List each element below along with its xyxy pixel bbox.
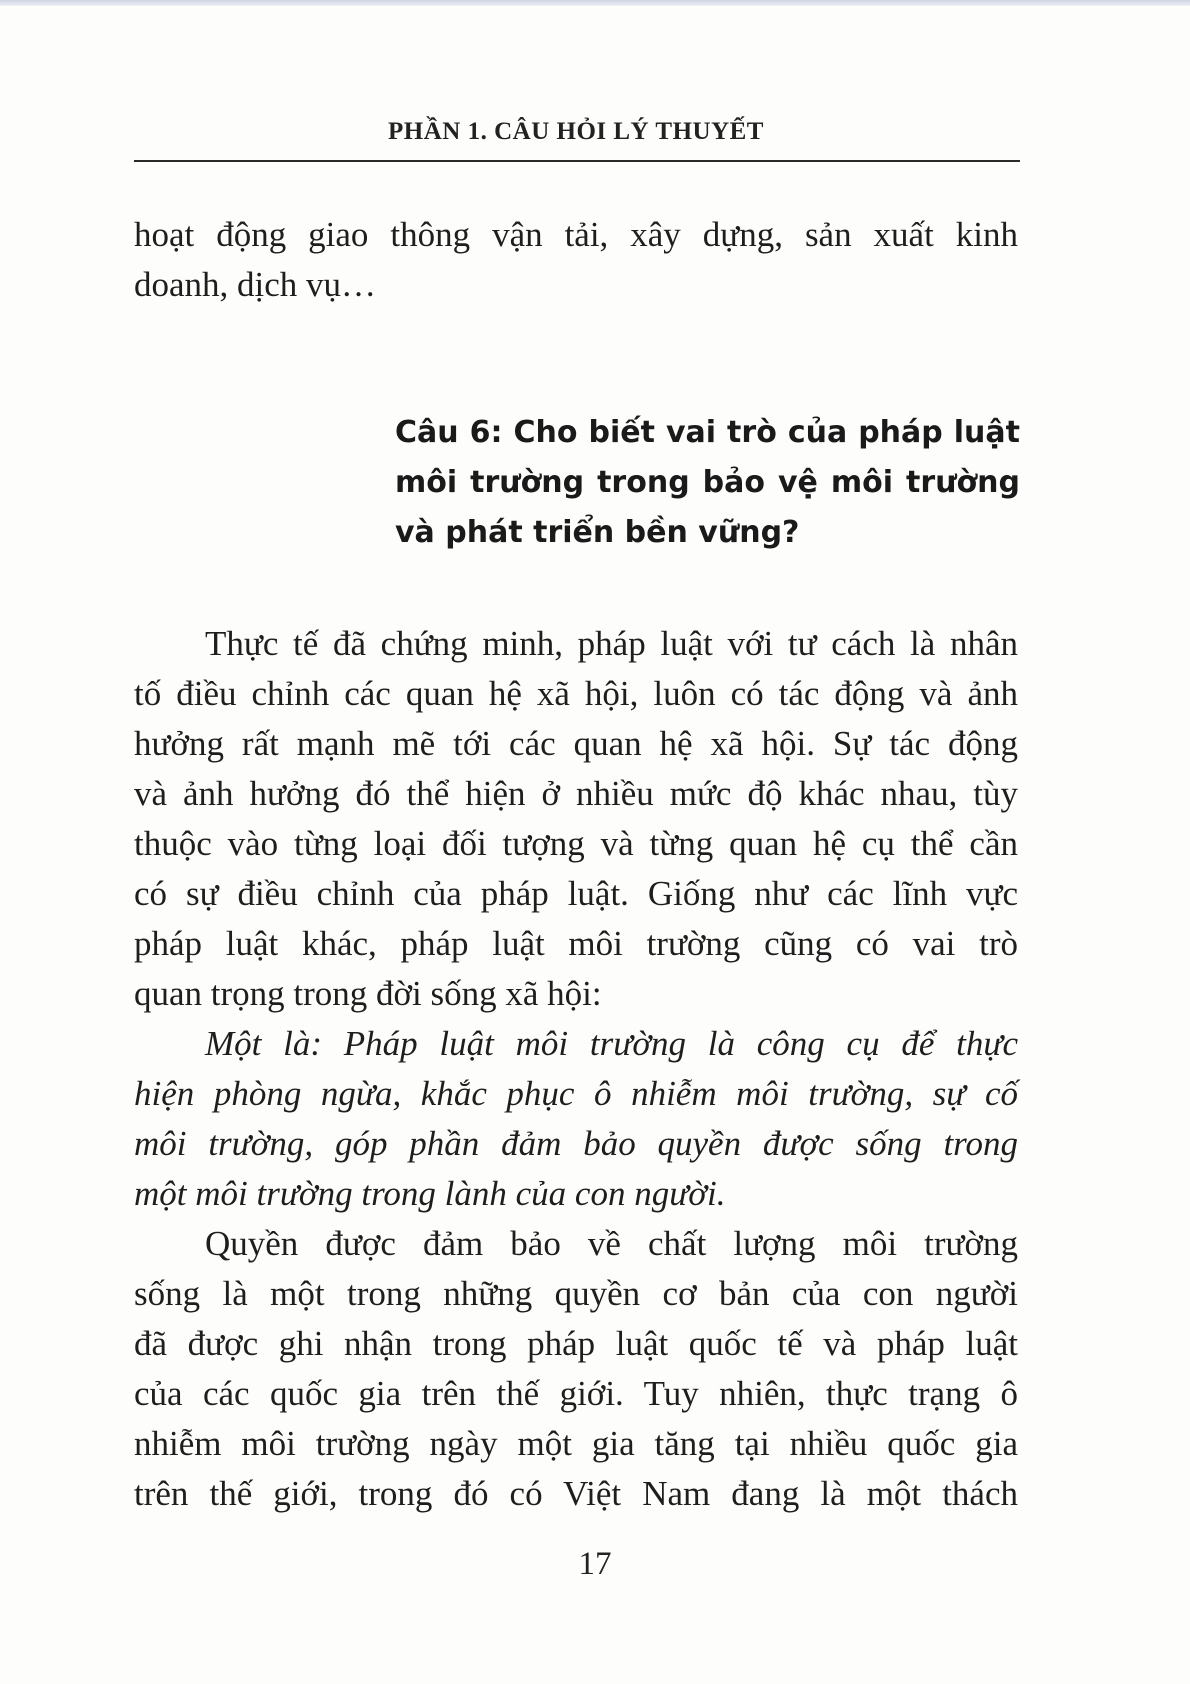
text-line: thuộc vào từng loại đối tượng và từng quan hệ cụ thể cần xyxy=(134,824,1018,863)
text-line: doanh, dịch vụ… xyxy=(134,265,377,304)
intro-paragraph xyxy=(134,210,1018,310)
text-line: đã được ghi nhận trong pháp luật quốc tế và pháp luật xyxy=(134,1324,1018,1363)
question-heading xyxy=(395,408,1020,558)
text-line: Quyền được đảm bảo về chất lượng môi trường xyxy=(205,1224,1018,1263)
text-line: pháp luật khác, pháp luật môi trường cũng có vai trò xyxy=(134,924,1018,963)
question-line: và phát triển bền vững? xyxy=(395,515,800,550)
question-line: môi trường trong bảo vệ môi trường xyxy=(395,465,1020,500)
text-line: sống là một trong những quyền cơ bản của con người xyxy=(134,1274,1018,1313)
italic-line: Một là: Pháp luật môi trường là công cụ để thực xyxy=(205,1024,1018,1063)
text-line: có sự điều chỉnh của pháp luật. Giống như các lĩnh vực xyxy=(134,874,1018,913)
text-line: trên thế giới, trong đó có Việt Nam đang là một thách xyxy=(134,1474,1018,1513)
question-line: Câu 6: Cho biết vai trò của pháp luật xyxy=(395,415,1020,450)
header-rule xyxy=(134,160,1020,162)
italic-line: một môi trường trong lành của con người. xyxy=(134,1174,726,1213)
page-number: 17 xyxy=(578,1546,612,1582)
running-head: PHẦN 1. CÂU HỎI LÝ THUYẾT xyxy=(388,118,764,145)
text-line: tố điều chỉnh các quan hệ xã hội, luôn có tác động và ảnh xyxy=(134,674,1018,713)
scan-top-edge xyxy=(0,0,1190,6)
text-line: Thực tế đã chứng minh, pháp luật với tư cách là nhân xyxy=(205,624,1018,663)
text-line: và ảnh hưởng đó thể hiện ở nhiều mức độ khác nhau, tùy xyxy=(134,774,1018,813)
answer-body xyxy=(134,619,1018,1519)
italic-line: hiện phòng ngừa, khắc phục ô nhiễm môi trường, sự cố xyxy=(134,1074,1018,1113)
text-line: hoạt động giao thông vận tải, xây dựng, sản xuất kinh xyxy=(134,215,1018,254)
text-line: quan trọng trong đời sống xã hội: xyxy=(134,974,602,1013)
italic-line: môi trường, góp phần đảm bảo quyền được sống trong xyxy=(134,1124,1018,1163)
text-line: của các quốc gia trên thế giới. Tuy nhiên, thực trạng ô xyxy=(134,1374,1018,1413)
text-line: hưởng rất mạnh mẽ tới các quan hệ xã hội. Sự tác động xyxy=(134,724,1018,763)
text-line: nhiễm môi trường ngày một gia tăng tại nhiều quốc gia xyxy=(134,1424,1018,1463)
